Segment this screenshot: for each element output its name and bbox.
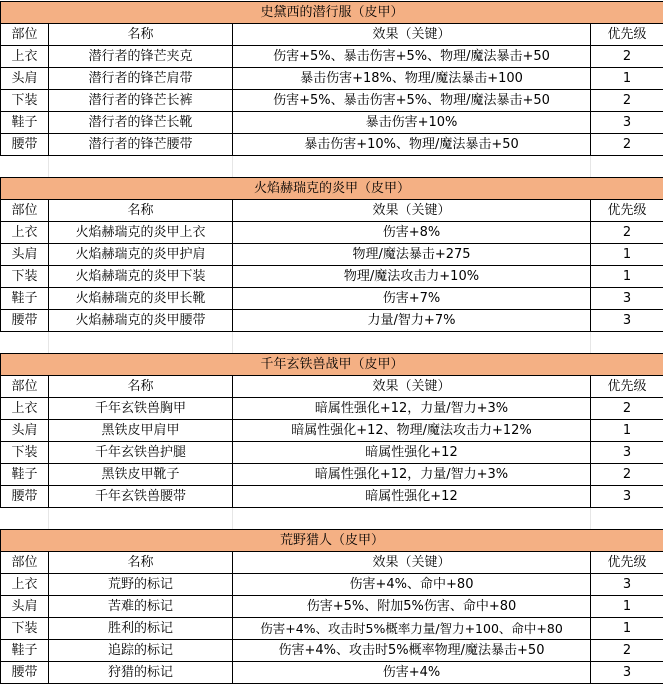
slot-cell: 腰带 (1, 134, 49, 156)
set-title: 荒野猎人（皮甲） (1, 530, 663, 552)
name-cell: 潜行者的锋芒肩带 (49, 68, 233, 90)
effect-cell: 暗属性强化+12，力量/智力+3% (233, 398, 591, 420)
slot-cell: 头肩 (1, 68, 49, 90)
header-priority: 优先级 (591, 24, 663, 46)
gridline (590, 507, 591, 529)
slot-cell: 下装 (1, 90, 49, 112)
name-cell: 潜行者的锋芒长靴 (49, 112, 233, 134)
header-slot: 部位 (1, 200, 49, 222)
priority-cell: 2 (591, 90, 663, 112)
priority-cell: 2 (591, 134, 663, 156)
table-row (1, 464, 663, 486)
slot-cell: 下装 (1, 266, 49, 288)
slot-cell: 下装 (1, 618, 49, 640)
table-row (1, 90, 663, 112)
table-row (1, 574, 663, 596)
gear-set-table (0, 1, 663, 156)
effect-cell: 伤害+5%、附加5%伤害、命中+80 (233, 596, 591, 618)
header-row (1, 552, 663, 574)
header-effect: 效果（关键） (233, 552, 591, 574)
table-row (1, 442, 663, 464)
name-cell: 潜行者的锋芒长裤 (49, 90, 233, 112)
name-cell: 火焰赫瑞克的炎甲护肩 (49, 244, 233, 266)
gridline (590, 331, 591, 353)
table-row (1, 222, 663, 244)
gear-set-table (0, 177, 663, 332)
table-row (1, 46, 663, 68)
effect-cell: 暴击伤害+10%、物理/魔法暴击+50 (233, 134, 591, 156)
table-row (1, 640, 663, 662)
header-name: 名称 (49, 200, 233, 222)
table-row (1, 662, 663, 684)
gridline (232, 155, 233, 177)
name-cell: 火焰赫瑞克的炎甲上衣 (49, 222, 233, 244)
priority-cell: 1 (591, 420, 663, 442)
header-name: 名称 (49, 24, 233, 46)
table-row (1, 112, 663, 134)
set-title-row (1, 178, 663, 200)
table-row (1, 486, 663, 508)
effect-cell: 伤害+4%、命中+80 (233, 574, 591, 596)
set-title-row (1, 2, 663, 24)
effect-cell: 暗属性强化+12，力量/智力+3% (233, 464, 591, 486)
header-name: 名称 (49, 376, 233, 398)
slot-cell: 上衣 (1, 46, 49, 68)
gridline (48, 507, 49, 529)
priority-cell: 3 (591, 288, 663, 310)
header-priority: 优先级 (591, 376, 663, 398)
effect-cell: 暗属性强化+12、物理/魔法攻击力+12% (233, 420, 591, 442)
header-slot: 部位 (1, 24, 49, 46)
set-title: 千年玄铁兽战甲（皮甲） (1, 354, 663, 376)
effect-cell: 力量/智力+7% (233, 310, 591, 332)
priority-cell: 3 (591, 442, 663, 464)
effect-cell: 暗属性强化+12 (233, 486, 591, 508)
effect-cell: 伤害+7% (233, 288, 591, 310)
priority-cell: 1 (591, 596, 663, 618)
priority-cell: 1 (591, 244, 663, 266)
gridline (48, 331, 49, 353)
effect-cell: 物理/魔法暴击+275 (233, 244, 591, 266)
effect-cell: 伤害+4% (233, 662, 591, 684)
table-row (1, 288, 663, 310)
table-row (1, 596, 663, 618)
gear-set-table (0, 529, 663, 684)
name-cell: 千年玄铁兽胸甲 (49, 398, 233, 420)
header-name: 名称 (49, 552, 233, 574)
gridline (232, 507, 233, 529)
priority-cell: 2 (591, 222, 663, 244)
effect-cell: 伤害+8% (233, 222, 591, 244)
effect-cell: 暗属性强化+12 (233, 442, 591, 464)
header-row (1, 376, 663, 398)
effect-cell: 伤害+5%、暴击伤害+5%、物理/魔法暴击+50 (233, 46, 591, 68)
header-effect: 效果（关键） (233, 376, 591, 398)
table-row (1, 134, 663, 156)
slot-cell: 下装 (1, 442, 49, 464)
table-row (1, 618, 663, 640)
slot-cell: 鞋子 (1, 640, 49, 662)
header-row (1, 24, 663, 46)
effect-cell: 暴击伤害+18%、物理/魔法暴击+100 (233, 68, 591, 90)
slot-cell: 上衣 (1, 398, 49, 420)
priority-cell: 1 (591, 68, 663, 90)
priority-cell: 2 (591, 464, 663, 486)
priority-cell: 3 (591, 574, 663, 596)
header-slot: 部位 (1, 552, 49, 574)
priority-cell: 1 (591, 618, 663, 640)
priority-cell: 2 (591, 398, 663, 420)
table-row (1, 244, 663, 266)
gridline (232, 331, 233, 353)
set-title: 火焰赫瑞克的炎甲（皮甲） (1, 178, 663, 200)
set-title-row (1, 354, 663, 376)
priority-cell: 3 (591, 310, 663, 332)
name-cell: 火焰赫瑞克的炎甲腰带 (49, 310, 233, 332)
header-priority: 优先级 (591, 200, 663, 222)
name-cell: 千年玄铁兽腰带 (49, 486, 233, 508)
slot-cell: 鞋子 (1, 112, 49, 134)
table-row (1, 68, 663, 90)
name-cell: 黑铁皮甲靴子 (49, 464, 233, 486)
priority-cell: 2 (591, 46, 663, 68)
name-cell: 胜利的标记 (49, 618, 233, 640)
name-cell: 火焰赫瑞克的炎甲长靴 (49, 288, 233, 310)
slot-cell: 头肩 (1, 244, 49, 266)
effect-cell: 物理/魔法攻击力+10% (233, 266, 591, 288)
table-row (1, 398, 663, 420)
slot-cell: 腰带 (1, 486, 49, 508)
effect-cell: 伤害+4%、攻击时5%概率物理/魔法暴击+50 (233, 640, 591, 662)
table-row (1, 266, 663, 288)
name-cell: 潜行者的锋芒腰带 (49, 134, 233, 156)
priority-cell: 3 (591, 112, 663, 134)
slot-cell: 腰带 (1, 310, 49, 332)
effect-cell: 伤害+5%、暴击伤害+5%、物理/魔法暴击+50 (233, 90, 591, 112)
priority-cell: 3 (591, 486, 663, 508)
header-effect: 效果（关键） (233, 24, 591, 46)
table-row (1, 420, 663, 442)
name-cell: 苦难的标记 (49, 596, 233, 618)
slot-cell: 头肩 (1, 596, 49, 618)
slot-cell: 鞋子 (1, 288, 49, 310)
table-row (1, 310, 663, 332)
header-effect: 效果（关键） (233, 200, 591, 222)
priority-cell: 2 (591, 640, 663, 662)
name-cell: 火焰赫瑞克的炎甲下装 (49, 266, 233, 288)
name-cell: 追踪的标记 (49, 640, 233, 662)
slot-cell: 腰带 (1, 662, 49, 684)
header-slot: 部位 (1, 376, 49, 398)
header-priority: 优先级 (591, 552, 663, 574)
priority-cell: 3 (591, 662, 663, 684)
name-cell: 千年玄铁兽护腿 (49, 442, 233, 464)
slot-cell: 上衣 (1, 222, 49, 244)
priority-cell: 1 (591, 266, 663, 288)
effect-cell: 伤害+4%、攻击时5%概率力量/智力+100、命中+80 (233, 618, 591, 640)
set-title: 史黛西的潜行服（皮甲） (1, 2, 663, 24)
set-title-row (1, 530, 663, 552)
gear-set-table (0, 353, 663, 508)
name-cell: 潜行者的锋芒夹克 (49, 46, 233, 68)
header-row (1, 200, 663, 222)
slot-cell: 头肩 (1, 420, 49, 442)
effect-cell: 暴击伤害+10% (233, 112, 591, 134)
slot-cell: 鞋子 (1, 464, 49, 486)
name-cell: 狩猎的标记 (49, 662, 233, 684)
name-cell: 荒野的标记 (49, 574, 233, 596)
gridline (48, 155, 49, 177)
slot-cell: 上衣 (1, 574, 49, 596)
name-cell: 黑铁皮甲肩甲 (49, 420, 233, 442)
gridline (590, 155, 591, 177)
